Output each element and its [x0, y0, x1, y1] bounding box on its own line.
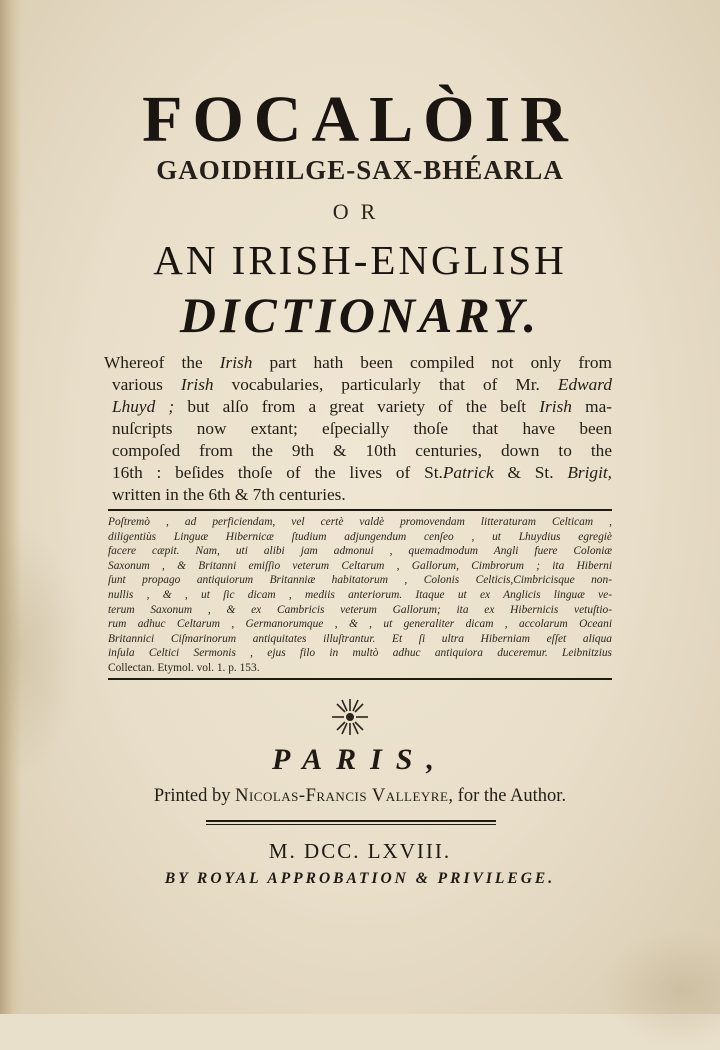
top-rule	[108, 509, 612, 511]
description-line: Lhuyd ; but alſo from a great variety of the beſt Irish ma-	[112, 397, 612, 416]
irish-subtitle: GAOIDHILGE-SAX-BHÉARLA	[156, 155, 564, 185]
quote-line: Britannici Ciſmarinorum antiquitates illuſtrantur. Et ſi ultra Hiberniam eſſet aliqua	[108, 632, 612, 645]
imprint-city: PARIS,	[272, 743, 448, 776]
description-line: 16th : beſides thoſe of the lives of St.Patrick & St. Brigit,	[112, 463, 612, 482]
description-line: nuſcripts now extant; eſpecially thoſe that have been	[112, 419, 612, 438]
description-line: various Irish vocabularies, particularly that of Mr. Edward	[112, 375, 612, 394]
quote-line: diligentiùs Linguæ Hibernicæ ſtudium adjungendum cenſeo , ut Lhuydius egregiè	[108, 530, 612, 543]
double-rule-top	[206, 820, 496, 822]
title-connector: OR	[332, 199, 388, 224]
description-line: compoſed from the 9th & 10th centuries, down to the	[112, 441, 612, 460]
quote-line: inſula Celtici Sermonis , ejus filo in multò adhuc antiquiora duceremur. Leibnitzius	[108, 647, 612, 660]
description-line: written in the 6th & 7th centuries.	[112, 485, 346, 504]
leibniz-quotation	[108, 515, 612, 676]
quote-line: Collectan. Etymol. vol. 1. p. 153.	[108, 661, 260, 674]
printer-line: Printed by Nicolas-Francis Valleyre, for the Author.	[153, 786, 567, 806]
quote-line: rum adhuc Celtarum , Germanorumque , & , ut generaliter dicam , accolarum Oceani	[108, 618, 612, 631]
printer-name: Nicolas-Francis Valleyre	[235, 786, 449, 806]
quote-line: Saxonum , & Britanni emiſſio veterum Celtarum , Gallorum, Cimbrorum ; ita Hiberni	[108, 559, 612, 572]
royal-privilege: BY ROYAL APPROBATION & PRIVILEGE.	[164, 870, 556, 887]
double-rule-bottom	[206, 824, 496, 825]
quote-line: terum Saxonum , & ex Cambricis veterum Gallorum; ita ex Hibernicis vetuſtio-	[108, 603, 612, 616]
main-title: FOCALÒIR	[142, 83, 578, 156]
english-title: AN IRISH-ENGLISH	[153, 237, 567, 283]
paper-stain	[0, 520, 80, 780]
bottom-rule	[108, 678, 612, 680]
quote-line: facere cæpit. Nam, uti alibi jam admonui , quemadmodum Angli fuere Coloniæ	[108, 545, 612, 558]
quote-line: ſunt propago antiquiorum Britanniæ habitatorum , Colonis Celticis,Cimbricisque non-	[108, 574, 612, 587]
publication-year: M. DCC. LXVIII.	[268, 839, 452, 863]
quote-line: nullis , & , ut ſic dicam , mediis anteriorum. Itaque ut ex Anglicis linguæ ve-	[108, 588, 612, 601]
dictionary-title: DICTIONARY.	[179, 287, 541, 343]
quote-line: Poſtremò , ad perficiendam, vel certè valdè promovendam litteraturam Celticam ,	[108, 516, 612, 528]
description-paragraph	[104, 352, 612, 506]
fleuron-icon	[330, 697, 370, 737]
description-line: Whereof the Irish part hath been compiled not only from	[104, 353, 612, 372]
paper-stain	[600, 930, 720, 1050]
